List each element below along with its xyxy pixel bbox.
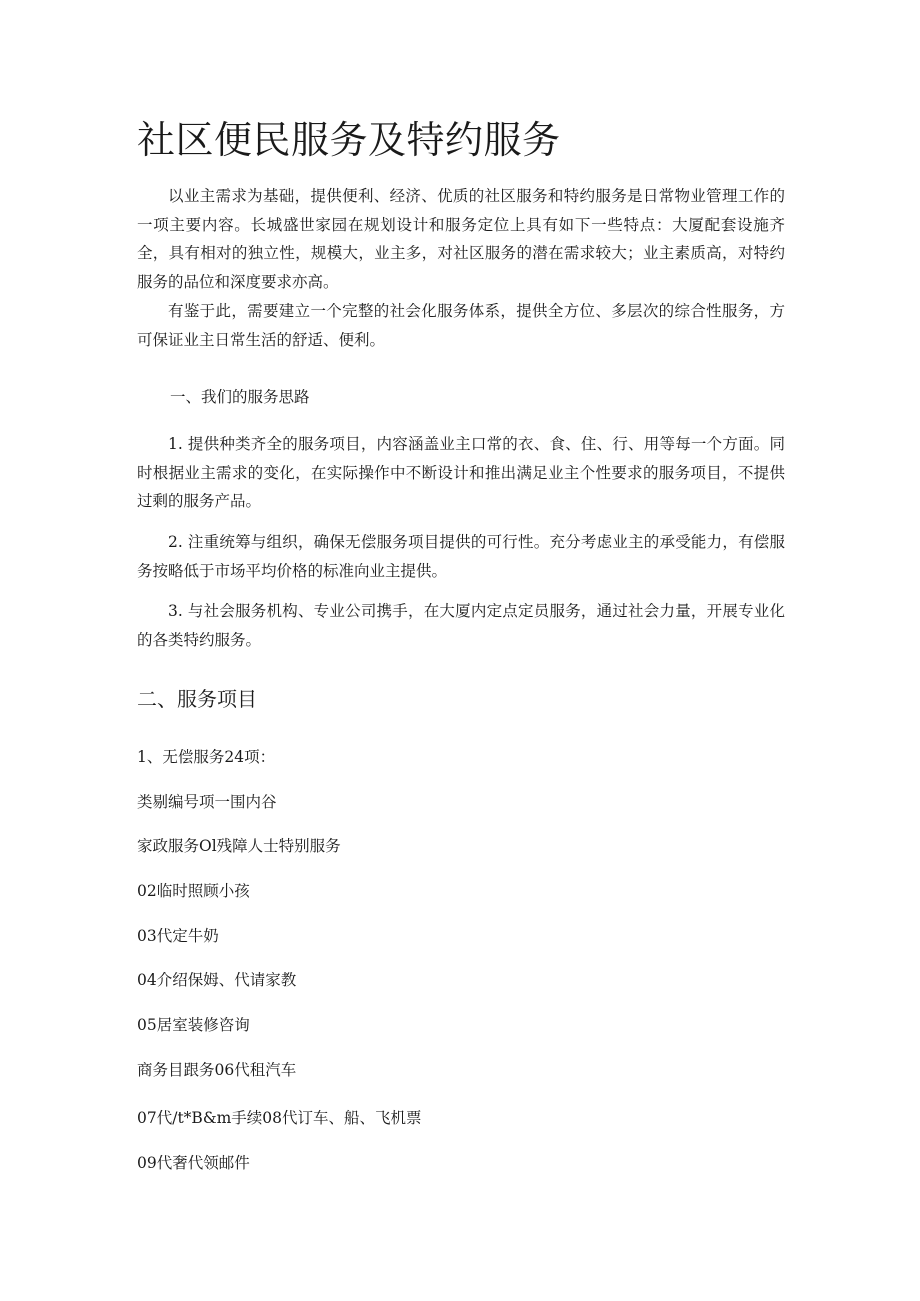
service-line: 类剔编号项一围内谷	[137, 793, 277, 811]
service-line: 家政服务Ol残障人士特别服务	[137, 837, 341, 855]
subheading: 1、无偿服务24项：	[137, 748, 276, 766]
intro-paragraph: 有鉴于此，需要建立一个完整的社会化服务体系，提供全方位、多层次的综合性服务，方可保证业主日常生活的舒适、便利。	[137, 302, 785, 349]
document-title: 社区便民服务及特约服务	[137, 118, 561, 162]
list-item: 3. 与社会服务机构、专业公司携手，在大厦内定点定员服务，通过社会力量，开展专业化的各类特约服务。	[137, 602, 785, 649]
service-line: 04介绍保姆、代请家教	[137, 971, 297, 989]
service-line: 05居室装修咨询	[137, 1016, 250, 1034]
service-line: 03代定牛奶	[137, 927, 219, 945]
list-item: 1. 提供种类齐全的服务项目，内容涵盖业主口常的衣、食、住、行、用等每一个方面。同时根据业主需求的变化，在实际操作中不断设计和推出满足业主个性要求的服务项目，不提供过剩的服务产品。	[137, 435, 785, 510]
section-heading: 一、我们的服务思路	[170, 388, 310, 406]
service-line: 商务目跟务06代租汽车	[137, 1061, 297, 1079]
list-item: 2. 注重统筹与组织，确保无偿服务项目提供的可行性。充分考虑业主的承受能力，有偿服务按略低于市场平均价格的标准向业主提供。	[137, 533, 785, 580]
service-line: 07代/t*B&m手续08代订车、船、飞机票	[137, 1109, 422, 1127]
intro-paragraph: 以业主需求为基础，提供便利、经济、优质的社区服务和特约服务是日常物业管理工作的一项主要内容。长城盛世家园在规划设计和服务定位上具有如下一些特点：大厦配套设施齐全，具有相对的独立性，规模大，业主多，对社区服务的潜在需求较大；业主素质高，对特约服务的品位和深度要求亦高。	[137, 187, 785, 291]
service-line: 09代奢代领邮件	[137, 1154, 250, 1172]
section-heading: 二、服务项目	[137, 687, 257, 711]
service-line: 02临时照顾小孩	[137, 882, 250, 900]
